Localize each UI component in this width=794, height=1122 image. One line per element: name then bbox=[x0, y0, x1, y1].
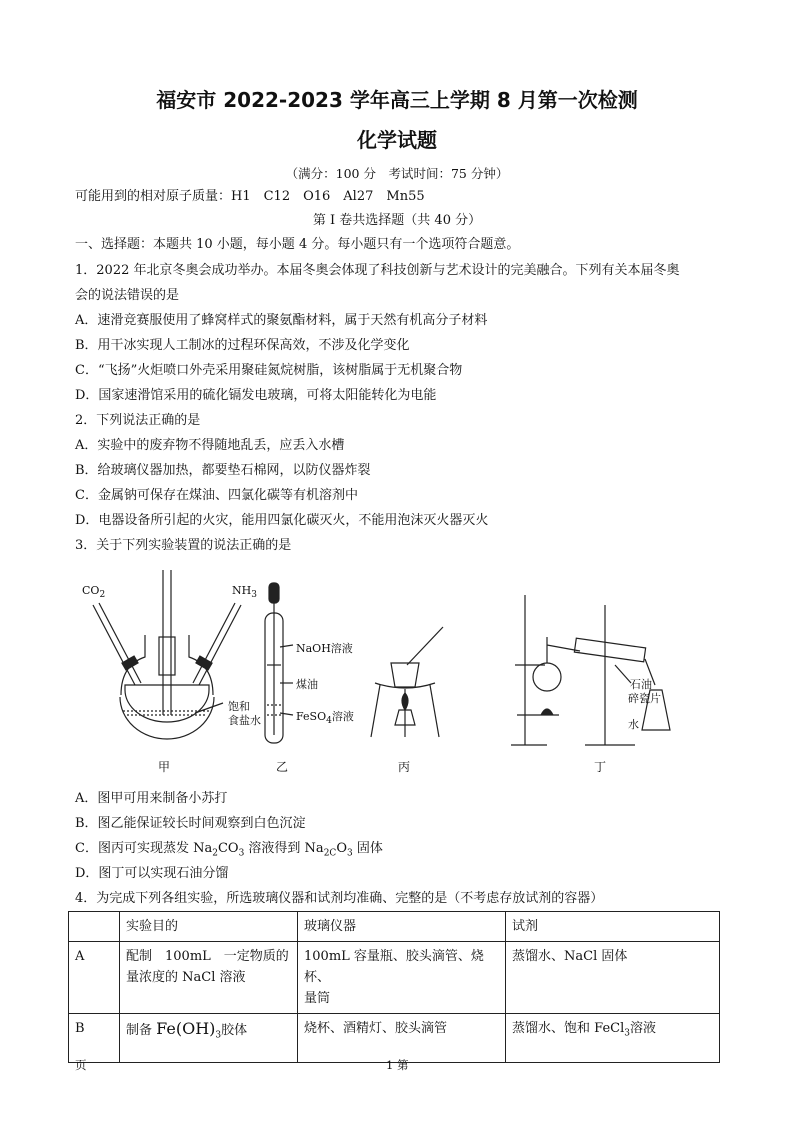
q3-option-d: D．图丁可以实现石油分馏 bbox=[75, 866, 229, 881]
row-b-label: B bbox=[69, 1014, 120, 1063]
q1-option-a: A．速滑竞赛服使用了蜂窝样式的聚氨酯材料，属于天然有机高分子材料 bbox=[75, 313, 488, 328]
label-water: 水 bbox=[628, 718, 639, 731]
label-nh3: $NH_3$ bbox=[232, 584, 257, 601]
q2-stem: 2．下列说法正确的是 bbox=[75, 413, 201, 428]
label-chips: 碎瓷片 bbox=[628, 692, 661, 705]
q2-option-d: D．电器设备所引起的火灾，能用四氯化碳灭火，不能用泡沫灭火器灭火 bbox=[75, 513, 489, 528]
footer-page-number: 1 第 bbox=[386, 1058, 409, 1072]
row-b-purpose: 制备 $Fe(OH)_3$胶体 bbox=[120, 1014, 298, 1063]
table-row bbox=[69, 912, 720, 942]
label-fig-yi: 乙 bbox=[276, 760, 289, 774]
table-row bbox=[69, 942, 720, 1014]
label-brine-2: 食盐水 bbox=[228, 714, 261, 727]
label-co2: $CO_2$ bbox=[82, 584, 106, 601]
atomic-mass-line: 可能用到的相对原子质量：H1 C12 O16 Al27 Mn55 bbox=[75, 189, 425, 204]
row-a-reagent: 蒸馏水、NaCl 固体 bbox=[506, 942, 720, 1014]
table-row bbox=[69, 1014, 720, 1063]
q3-option-c: C．图丙可实现蒸发 $Na_2CO_3$ 溶液得到 $Na_{2C}O_3$ 固体 bbox=[75, 841, 383, 859]
row-a-label: A bbox=[69, 942, 120, 1014]
label-fig-jia: 甲 bbox=[158, 760, 171, 774]
q4-table bbox=[68, 911, 720, 1063]
q3-option-a: A．图甲可用来制备小苏打 bbox=[75, 791, 228, 806]
q1-option-c: C．“飞扬”火炬喷口外壳采用聚硅氮烷树脂，该树脂属于无机聚合物 bbox=[75, 363, 463, 378]
q1-stem-line1: 1．2022 年北京冬奥会成功举办。本届冬奥会体现了科技创新与艺术设计的完美融合。下列有关本届冬奥 bbox=[75, 263, 680, 278]
q1-stem-line2: 会的说法错误的是 bbox=[75, 288, 180, 303]
label-naoh: NaOH溶液 bbox=[296, 642, 353, 655]
label-feso4: FeSO$_4$溶液 bbox=[296, 710, 354, 727]
label-kerosene: 煤油 bbox=[296, 678, 318, 691]
q2-option-a: A．实验中的废弃物不得随地乱丢，应丢入水槽 bbox=[75, 438, 345, 453]
row-b-glassware: 烧杯、酒精灯、胶头滴管 bbox=[298, 1014, 506, 1063]
row-a-purpose: 配制 100mL 一定物质的 量浓度的 NaCl 溶液 bbox=[120, 942, 298, 1014]
q2-option-b: B．给玻璃仪器加热，都要垫石棉网，以防仪器炸裂 bbox=[75, 463, 371, 478]
table-header-cell: 实验目的 bbox=[120, 912, 298, 942]
table-header-cell: 玻璃仪器 bbox=[298, 912, 506, 942]
q3-stem: 3．关于下列实验装置的说法正确的是 bbox=[75, 538, 292, 553]
label-brine-1: 饱和 bbox=[228, 700, 250, 713]
q4-stem: 4．为完成下列各组实验，所选玻璃仪器和试剂均准确、完整的是（不考虑存放试剂的容器） bbox=[75, 891, 604, 906]
section-heading: 第 I 卷共选择题（共 40 分） bbox=[312, 213, 482, 228]
table-header-cell: 试剂 bbox=[506, 912, 720, 942]
table-header-cell bbox=[69, 912, 120, 942]
row-b-reagent: 蒸馏水、饱和 FeCl$_3$溶液 bbox=[506, 1014, 720, 1063]
section-intro: 一、选择题：本题共 10 小题，每小题 4 分。每小题只有一个选项符合题意。 bbox=[75, 237, 520, 252]
q1-option-d: D．国家速滑馆采用的硫化镉发电玻璃，可将太阳能转化为电能 bbox=[75, 388, 437, 403]
exam-title: 福安市 2022-2023 学年高三上学期 8 月第一次检测 bbox=[156, 88, 638, 112]
exam-meta: （满分：100 分 考试时间：75 分钟） bbox=[285, 166, 509, 181]
label-fig-bing: 丙 bbox=[398, 760, 411, 774]
q2-option-c: C．金属钠可保存在煤油、四氯化碳等有机溶剂中 bbox=[75, 488, 358, 503]
q1-option-b: B．用干冰实现人工制冰的过程环保高效，不涉及化学变化 bbox=[75, 338, 410, 353]
row-a-glassware: 100mL 容量瓶、胶头滴管、烧杯、 量筒 bbox=[298, 942, 506, 1014]
exam-subtitle: 化学试题 bbox=[357, 128, 437, 152]
q3-option-b: B．图乙能保证较长时间观察到白色沉淀 bbox=[75, 816, 306, 831]
footer-left: 页 bbox=[75, 1058, 87, 1072]
label-oil: 石油 bbox=[630, 678, 652, 691]
apparatus-figure bbox=[75, 565, 675, 760]
label-fig-ding: 丁 bbox=[594, 760, 607, 774]
